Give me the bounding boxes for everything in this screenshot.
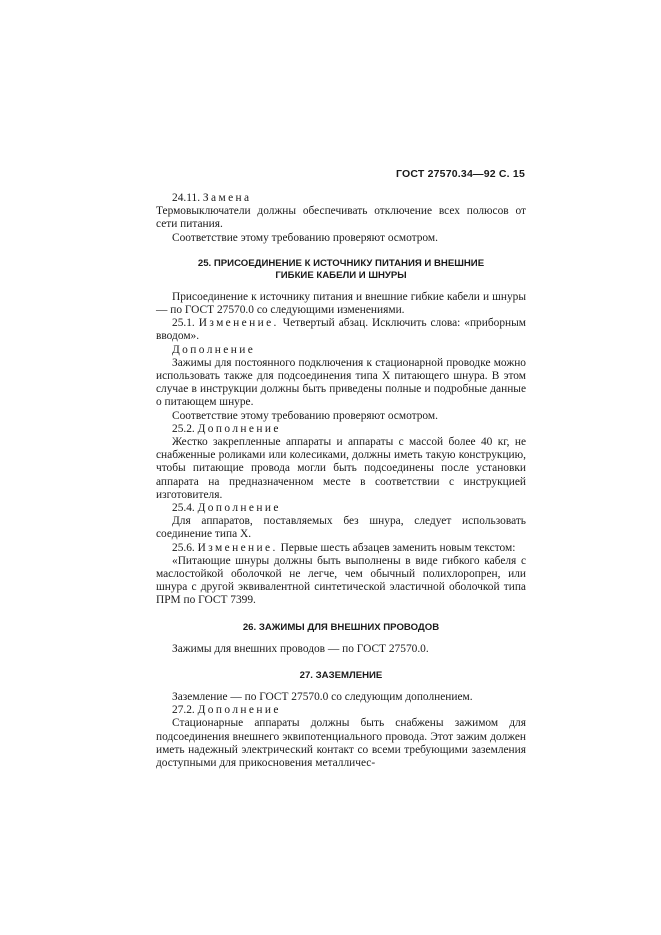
section-26-text: Зажимы для внешних проводов — по ГОСТ 27570.0.	[172, 642, 429, 655]
clause-27-2-title	[156, 704, 526, 717]
clause-text: Четвертый абзац. Исключить слова: «приборным вводом».	[156, 317, 526, 343]
addition-label	[156, 344, 526, 357]
clause-25-1	[156, 317, 526, 343]
clause-25-2-text: Жестко закрепленные аппараты и аппараты с массой более 40 кг, не снабженные роликами или колесиками, должны иметь такую конструкцию, чтобы питающие провода могли быть подсоединены после установки аппарата на предназначенном месте в соответствии с инструкцией изготовителя.	[156, 436, 526, 501]
clause-24-11-check: Соответствие этому требованию проверяют осмотром.	[172, 231, 438, 244]
clause-number: 25.4.	[172, 502, 195, 515]
clause-number: 24.11.	[172, 192, 201, 204]
clause-25-1-check: Соответствие этому требованию проверяют осмотром.	[172, 409, 438, 422]
section-25-heading-line1: 25. ПРИСОЕДИНЕНИЕ К ИСТОЧНИКУ ПИТАНИЯ И ВНЕШНИЕ	[197, 257, 485, 269]
clause-text: Первые шесть абзацев заменить новым текстом:	[280, 541, 516, 554]
section-25-heading-line2: ГИБКИЕ КАБЕЛИ И ШНУРЫ	[275, 269, 407, 281]
clause-25-6-quote: «Питающие шнуры должны быть выполнены в виде гибкого кабеля с маслостойкой оболочкой не легче, чем обычный полихлоропрен, или шнура с другой эквивалентной синтетической эластичной оболочкой типа ПРМ по ГОСТ 7399.	[156, 554, 526, 607]
clause-keyword: Замена	[202, 192, 252, 204]
section-27-heading: 27. ЗАЗЕМЛЕНИЕ	[299, 669, 383, 681]
clause-number: 25.6.	[172, 541, 195, 554]
clause-keyword: Изменение.	[197, 541, 278, 554]
clause-keyword: Дополнение	[197, 704, 281, 717]
section-25-intro: Присоединение к источнику питания и внешние гибкие кабели и шнуры — по ГОСТ 27570.0 со следующими изменениями.	[156, 290, 526, 317]
clause-number: 27.2.	[172, 704, 195, 717]
clause-number: 25.1.	[172, 317, 195, 330]
clause-keyword: Изменение.	[198, 317, 279, 330]
clause-25-2-title	[156, 423, 526, 436]
clause-24-11-text: Термовыключатели должны обеспечивать отключение всех полюсов от сети питания.	[156, 205, 526, 231]
document-body	[156, 192, 526, 770]
clause-keyword: Дополнение	[197, 502, 281, 515]
clause-number: 25.2.	[172, 422, 195, 435]
clause-25-4-title	[156, 502, 526, 515]
clause-25-1-addition-text: Зажимы для постоянного подключения к стационарной проводке можно использовать также для подсоединения типа X питающего шнура. В этом случае в инструкции должны быть приведены полные и подробные данные о питающем шнуре.	[156, 356, 526, 409]
clause-25-4-text: Для аппаратов, поставляемых без шнура, следует использовать соединение типа X.	[156, 515, 526, 541]
clause-27-2-text: Стационарные аппараты должны быть снабжены зажимом для подсоединения внешнего эквипотенциального провода. Этот зажим должен иметь надежный электрический контакт со всеми требующими заземления доступными для прикосновения металличес-	[156, 717, 526, 769]
clause-24-11-title	[156, 192, 526, 205]
clause-25-6	[156, 542, 526, 555]
clause-keyword: Дополнение	[197, 422, 281, 435]
section-26-heading: 26. ЗАЖИМЫ ДЛЯ ВНЕШНИХ ПРОВОДОВ	[242, 621, 440, 633]
section-27-text: Заземление — по ГОСТ 27570.0 со следующим дополнением.	[172, 690, 473, 703]
page-header: ГОСТ 27570.34—92 С. 15	[395, 168, 525, 180]
section-25-heading	[156, 258, 526, 282]
clause-keyword: Дополнение	[172, 343, 256, 356]
